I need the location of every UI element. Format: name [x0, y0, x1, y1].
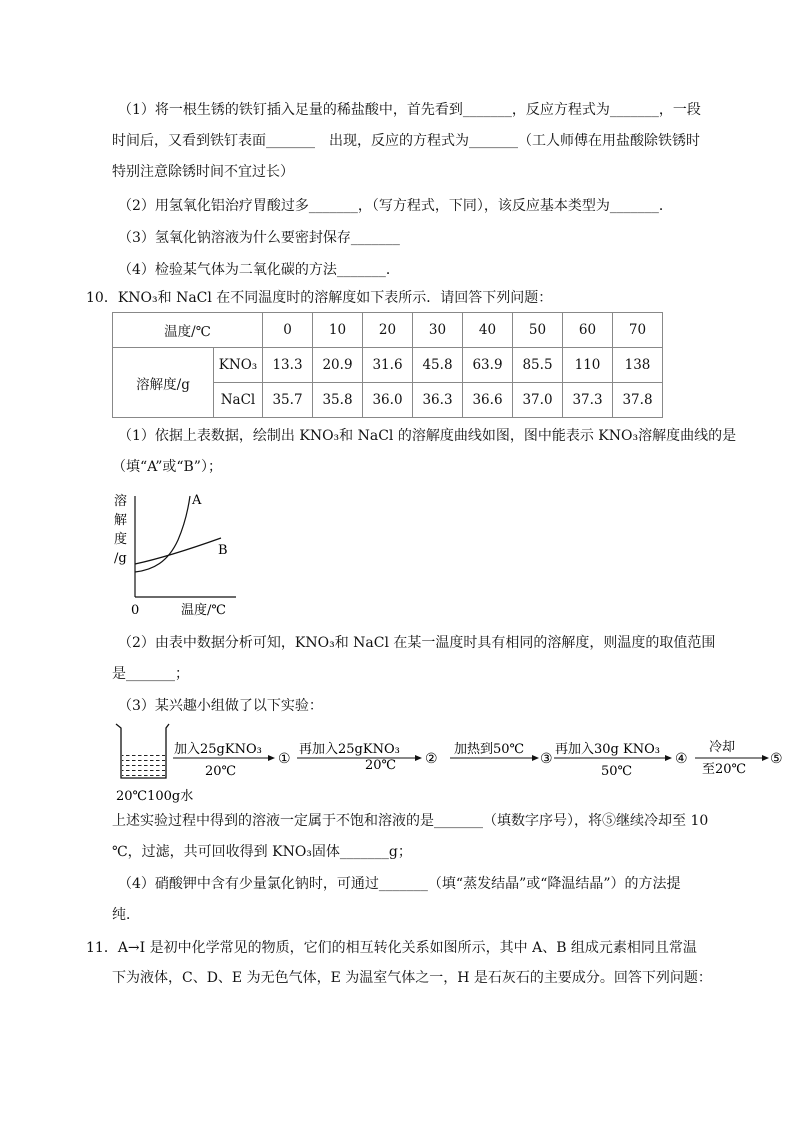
step4-temp: 50℃ [601, 764, 633, 779]
step2-label: 再加入25gKNO₃ [299, 742, 400, 757]
q9-line-1: （1）将一根生锈的铁钉插入足量的稀盐酸中，首先看到_______，反应方程式为_______，一段 [118, 102, 701, 118]
kno3-cell: 110 [563, 348, 613, 383]
nacl-cell: 36.6 [463, 383, 513, 418]
result-3: ③ [540, 751, 553, 767]
table-row-kno3 [113, 348, 663, 383]
q10-p3-line-3: ℃，过滤，共可回收得到 KNO₃固体_______g； [112, 844, 412, 860]
beaker-caption: 20℃100g水 [116, 789, 194, 804]
table-row-temp [113, 313, 663, 348]
temp-cell: 70 [613, 313, 663, 348]
curve-b-label: B [218, 543, 228, 558]
beaker-icon [116, 724, 169, 778]
nacl-cell: 37.0 [513, 383, 563, 418]
step1-label: 加入25gKNO₃ [174, 742, 262, 757]
nacl-cell: 35.8 [313, 383, 363, 418]
q9-line-4: （2）用氢氧化铝治疗胃酸过多_______，（写方程式，下同），该反应基本类型为_______． [118, 198, 673, 214]
q10-p3-line-2: 上述实验过程中得到的溶液一定属于不饱和溶液的是_______（填数字序号），将⑤继续冷却至 10 [112, 813, 709, 829]
q11-line-1: 11．A→I 是初中化学常见的物质，它们的相互转化关系如图所示，其中 A、B 组成元素相同且常温 [86, 940, 697, 956]
q10-p2-line-1: （2）由表中数据分析可知，KNO₃和 NaCl 在某一温度时具有相同的溶解度，则温度的取值范围 [118, 635, 716, 651]
temp-cell: 50 [513, 313, 563, 348]
solubility-table [112, 312, 663, 418]
y-label-4: /g [114, 551, 127, 566]
q10-p4-line-1: （4）硝酸钾中含有少量氯化钠时，可通过_______（填“蒸发结晶”或“降温结晶”）的方法提 [118, 876, 681, 892]
step3-label: 加热到50℃ [454, 742, 525, 757]
kno3-cell: 138 [613, 348, 663, 383]
kno3-cell: 13.3 [263, 348, 313, 383]
nacl-cell: 36.0 [363, 383, 413, 418]
curve-b [135, 538, 221, 564]
solubility-curve-figure [108, 482, 248, 622]
nacl-cell: 36.3 [413, 383, 463, 418]
kno3-cell: 45.8 [413, 348, 463, 383]
kno3-cell: 20.9 [313, 348, 363, 383]
step5-temp: 至20℃ [702, 762, 747, 777]
solubility-header: 溶解度/g [113, 348, 214, 418]
q11-line-2: 下为液体，C、D、E 为无色气体，E 为温室气体之一，H 是石灰石的主要成分。回答下列问题： [112, 970, 712, 986]
step5-label: 冷却 [709, 740, 736, 755]
temp-header: 温度/℃ [113, 313, 263, 348]
q9-line-3: 特别注意除锈时间不宜过长） [112, 164, 294, 180]
q10-stem: 10．KNO₃和 NaCl 在不同温度时的溶解度如下表所示．请回答下列问题： [86, 290, 553, 306]
temp-cell: 0 [263, 313, 313, 348]
result-4: ④ [675, 751, 688, 767]
nacl-cell: 37.8 [613, 383, 663, 418]
q10-p2-line-2: 是_______； [112, 666, 189, 682]
q10-p1-line-2: （填“A”或“B”）； [112, 459, 222, 475]
q10-p4-line-2: 纯． [112, 907, 140, 923]
q10-p3-heading: （3）某兴趣小组做了以下实验： [118, 698, 323, 714]
nacl-cell: 35.7 [263, 383, 313, 418]
temp-cell: 20 [363, 313, 413, 348]
result-1: ① [278, 751, 291, 767]
result-2: ② [425, 751, 438, 767]
nacl-cell: 37.3 [563, 383, 613, 418]
temp-cell: 30 [413, 313, 463, 348]
step1-temp: 20℃ [205, 764, 237, 779]
step2-temp: 20℃ [365, 758, 397, 773]
x-axis-label: 温度/℃ [181, 603, 226, 618]
q10-p1-line-1: （1）依据上表数据，绘制出 KNO₃和 NaCl 的溶解度曲线如图，图中能表示 KNO₃溶解度曲线的是 [118, 428, 737, 444]
substance-kno3: KNO₃ [214, 348, 263, 383]
step4-label: 再加入30g KNO₃ [555, 742, 660, 757]
q9-line-5: （3）氢氧化钠溶液为什么要密封保存_______ [118, 230, 400, 246]
q9-line-6: （4）检验某气体为二氧化碳的方法_______． [118, 262, 400, 278]
temp-cell: 40 [463, 313, 513, 348]
temp-cell: 60 [563, 313, 613, 348]
kno3-cell: 63.9 [463, 348, 513, 383]
kno3-cell: 85.5 [513, 348, 563, 383]
y-label-1: 溶 [114, 494, 128, 509]
y-label-3: 度 [114, 532, 128, 547]
substance-nacl: NaCl [214, 383, 263, 418]
curve-a-label: A [192, 493, 202, 508]
result-5: ⑤ [770, 751, 783, 767]
experiment-flow-diagram [108, 718, 794, 806]
temp-cell: 10 [313, 313, 363, 348]
origin-label: 0 [131, 603, 140, 618]
kno3-cell: 31.6 [363, 348, 413, 383]
q9-line-2: 时间后，又看到铁钉表面_______ 出现，反应的方程式为_______（工人师傅在用盐酸除铁锈时 [112, 133, 700, 149]
curve-a [135, 496, 190, 572]
y-label-2: 解 [114, 513, 128, 528]
